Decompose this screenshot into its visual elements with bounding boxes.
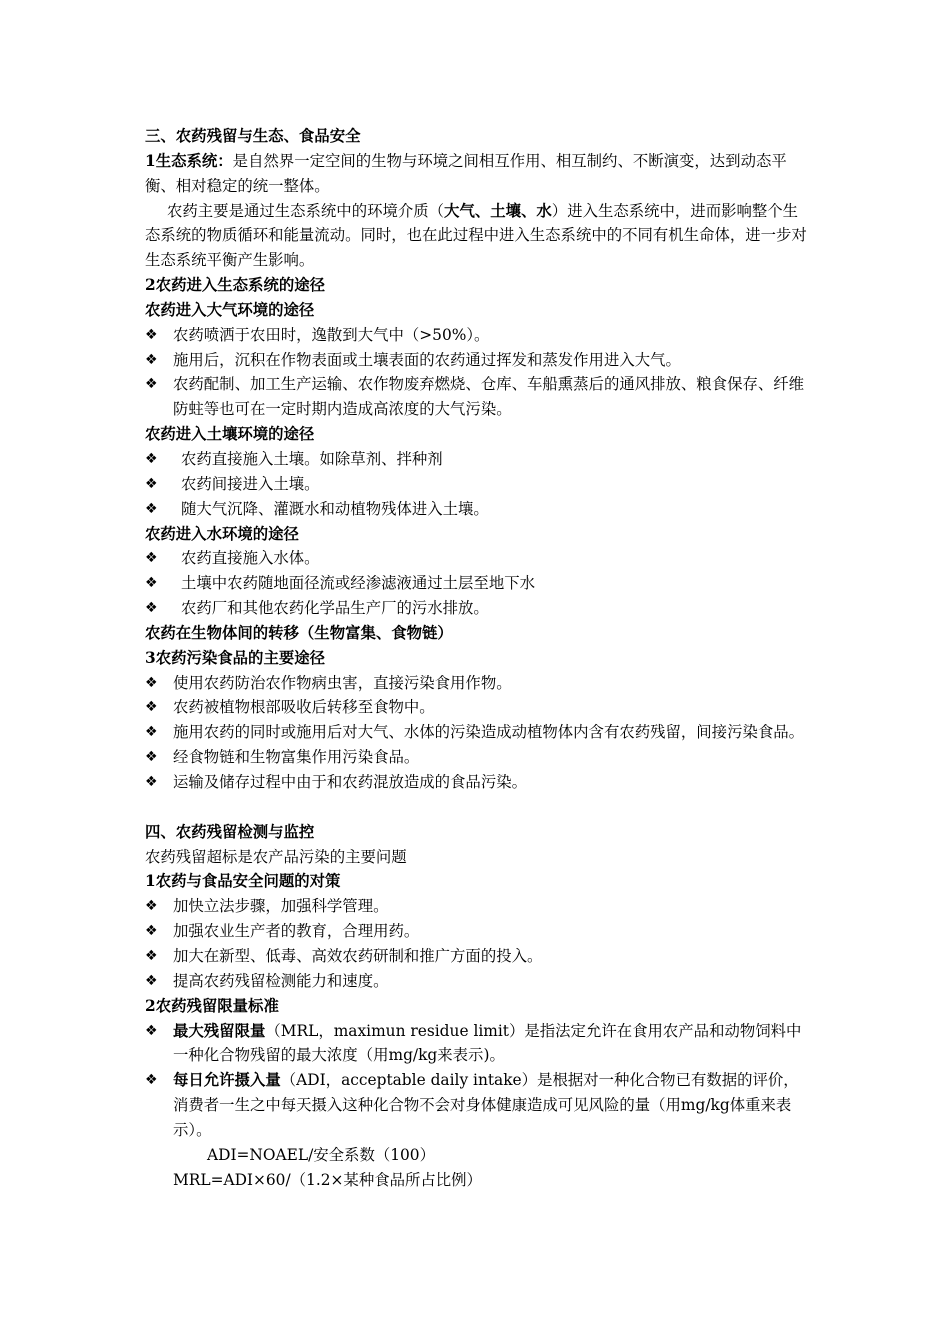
bullet-icon: ❖ bbox=[145, 724, 158, 741]
spacer bbox=[145, 795, 813, 820]
media-emphasis: 大气、土壤、水 bbox=[444, 201, 552, 220]
air-title: 农药进入大气环境的途径 bbox=[145, 300, 315, 319]
list-item: ❖ 农药厂和其他农药化学品生产厂的污水排放。 bbox=[145, 596, 813, 621]
ecosystem-text: 是自然界一定空间的生物与环境之间相互作用、相互制约、不断演变，达到动态平衡、相对稳定的统一整体。 bbox=[145, 151, 787, 195]
list-item: ❖ 加快立法步骤，加强科学管理。 bbox=[145, 894, 813, 919]
bullet-icon: ❖ bbox=[145, 351, 158, 368]
bullet-icon: ❖ bbox=[145, 500, 158, 517]
ecosystem-label: 1生态系统： bbox=[145, 151, 233, 170]
mrl-text: （MRL，maximun residue limit）是指法定允许在食用农产品和动物饲料中一种化合物残留的最大浓度（用mg/kg来表示)。 bbox=[173, 1021, 802, 1065]
mrl-term: 最大残留限量 bbox=[173, 1021, 266, 1040]
formula-mrl: MRL=ADI×60/（1.2×某种食品所占比例） bbox=[173, 1170, 482, 1189]
ecosystem-definition bbox=[145, 149, 813, 199]
adi-term: 每日允许摄入量 bbox=[173, 1071, 281, 1090]
list-item: ❖ 经食物链和生物富集作用污染食品。 bbox=[145, 745, 813, 770]
subheading-3: 3农药污染食品的主要途径 bbox=[145, 648, 326, 667]
list-item: ❖ 加强农业生产者的教育，合理用药。 bbox=[145, 919, 813, 944]
bullet-icon: ❖ bbox=[145, 972, 158, 989]
bullet-icon: ❖ bbox=[145, 575, 158, 592]
list-item: ❖ 农药被植物根部吸收后转移至食物中。 bbox=[145, 695, 813, 720]
bullet-icon: ❖ bbox=[145, 1022, 158, 1039]
bullet-icon: ❖ bbox=[145, 898, 158, 915]
adi-item bbox=[145, 1068, 813, 1143]
list-item: ❖ 土壤中农药随地面径流或经渗滤液通过土层至地下水 bbox=[145, 571, 813, 596]
bullet-icon: ❖ bbox=[145, 326, 158, 343]
bullet-icon: ❖ bbox=[145, 550, 158, 567]
list-item: ❖ 提高农药残留检测能力和速度。 bbox=[145, 969, 813, 994]
list-item: ❖ 农药间接进入土壤。 bbox=[145, 472, 813, 497]
section-4-intro: 农药残留超标是农产品污染的主要问题 bbox=[145, 847, 407, 866]
bullet-icon: ❖ bbox=[145, 948, 158, 964]
bullet-icon: ❖ bbox=[145, 923, 158, 940]
bullet-icon: ❖ bbox=[145, 1072, 158, 1089]
subheading-4-1: 1农药与食品安全问题的对策 bbox=[145, 872, 341, 891]
list-item: ❖ 运输及储存过程中由于和农药混放造成的食品污染。 bbox=[145, 770, 813, 795]
list-item: ❖ 施用后，沉积在作物表面或土壤表面的农药通过挥发和蒸发作用进入大气。 bbox=[145, 348, 813, 373]
formula-adi: ADI=NOAEL/安全系数（100） bbox=[207, 1145, 435, 1164]
list-item: ❖ 农药配制、加工生产运输、农作物废弃燃烧、仓库、车船熏蒸后的通风排放、粮食保存、纤维防蛀等也可在一定时期内造成高浓度的大气污染。 bbox=[145, 372, 813, 422]
list-item: ❖ 农药喷洒于农田时，逸散到大气中（>50%）。 bbox=[145, 323, 813, 348]
bullet-icon: ❖ bbox=[145, 749, 158, 766]
bullet-icon: ❖ bbox=[145, 773, 158, 790]
bullet-icon: ❖ bbox=[145, 699, 158, 716]
list-item: ❖ 随大气沉降、灌溉水和动植物残体进入土壤。 bbox=[145, 497, 813, 522]
bullet-icon: ❖ bbox=[145, 450, 158, 467]
subheading-2: 2农药进入生态系统的途径 bbox=[145, 276, 326, 295]
section-3-title: 三、农药残留与生态、食品安全 bbox=[145, 127, 361, 145]
bullet-icon: ❖ bbox=[145, 600, 158, 617]
list-item: ❖ 施用农药的同时或施用后对大气、水体的污染造成动植物体内含有农药残留，间接污染食品。 bbox=[145, 720, 813, 745]
adi-text: （ADI，acceptable daily intake）是根据对一种化合物已有数据的评价，消费者一生之中每天摄入这种化合物不会对身体健康造成可见风险的量（用mg/kg体重来表示）。 bbox=[173, 1071, 799, 1139]
subheading-4-2: 2农药残留限量标准 bbox=[145, 996, 279, 1015]
section-4-title: 四、农药残留检测与监控 bbox=[145, 822, 315, 841]
bullet-icon: ❖ bbox=[145, 376, 158, 393]
bullet-icon: ❖ bbox=[145, 475, 158, 492]
soil-title: 农药进入土壤环境的途径 bbox=[145, 425, 315, 444]
list-item: ❖ 农药直接施入水体。 bbox=[145, 546, 813, 571]
list-item: ❖ 使用农药防治农作物病虫害，直接污染食用作物。 bbox=[145, 671, 813, 696]
list-item: ❖ 农药直接施入土壤。如除草剂、拌种剂 bbox=[145, 447, 813, 472]
water-title: 农药进入水环境的途径 bbox=[145, 524, 299, 543]
bullet-icon: ❖ bbox=[145, 674, 158, 691]
mrl-item bbox=[145, 1019, 813, 1069]
bio-transfer-title: 农药在生物体间的转移（生物富集、食物链） bbox=[145, 623, 453, 642]
pesticide-paragraph: 农药主要是通过生态系统中的环境介质（大气、土壤、水）进入生态系统中，进而影响整个生态系统的物质循环和能量流动。同时，也在此过程中进入生态系统中的不同有机生命体，进一步对生态系统平衡产生影响。 bbox=[145, 201, 807, 270]
list-item: ❖ 加大在新型、低毒、高效农药研制和推广方面的投入。 bbox=[145, 944, 813, 969]
document-page bbox=[145, 124, 813, 1192]
